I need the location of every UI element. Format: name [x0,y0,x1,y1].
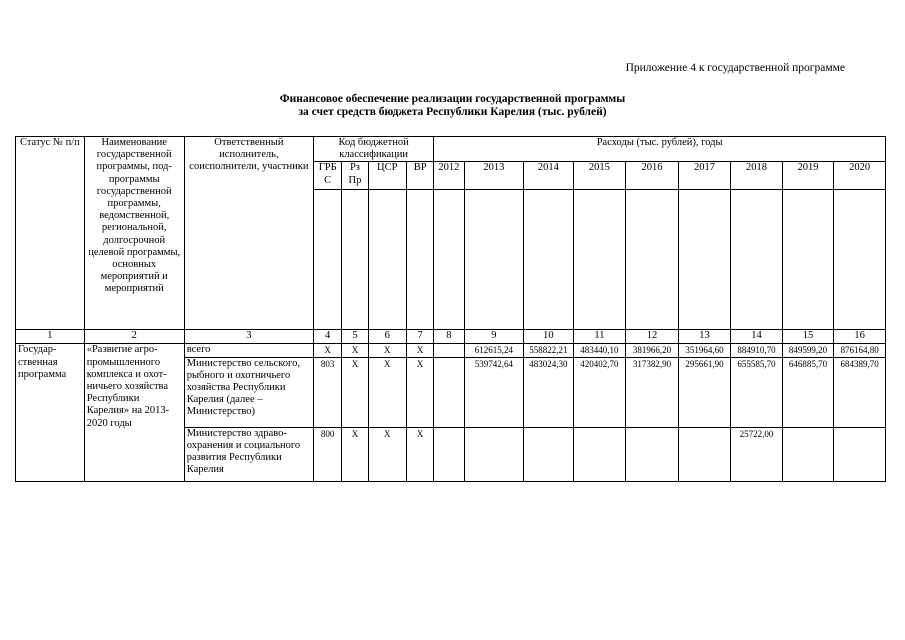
column-number: 9 [464,330,524,344]
column-number: 11 [573,330,626,344]
header-spacer [434,190,464,330]
csr-cell: X [368,427,406,481]
header-spacer [314,190,342,330]
csr-cell: X [368,357,406,427]
header-year: 2012 [434,162,464,190]
rzpr-cell: X [342,357,368,427]
vr-cell: X [406,344,433,357]
value-cell: 295661,90 [678,357,731,427]
title-line-1: Финансовое обеспечение реализации государственной программы [279,93,626,105]
grbs-cell: 803 [314,357,342,427]
header-spacer [678,190,731,330]
value-cell: 655585,70 [731,357,783,427]
header-name: Наименование государственной программы, под-программы государственной программы, ведомственной, региональной, долгосрочной целевой программы, основных мероприятий и мероприятий [84,137,184,330]
value-cell: 317382,90 [626,357,679,427]
column-number: 14 [731,330,783,344]
header-spacer [834,190,886,330]
header-spacer [464,190,524,330]
column-number: 8 [434,330,464,344]
value-cell: 876164,80 [834,344,886,357]
value-cell: 25722,00 [731,427,783,481]
column-number: 3 [184,330,313,344]
header-csr: ЦСР [368,162,406,190]
value-cell [464,427,524,481]
value-cell [434,427,464,481]
header-rzpr: Рз Пр [342,162,368,190]
header-spacer [368,190,406,330]
header-year: 2020 [834,162,886,190]
column-number: 10 [524,330,574,344]
value-cell [626,427,679,481]
column-number: 7 [406,330,433,344]
header-budget-code: Код бюджетной классификации [314,137,434,162]
value-cell: 420402,70 [573,357,626,427]
value-cell: 684389,70 [834,357,886,427]
executor-cell: всего [184,344,313,357]
value-cell: 612615,24 [464,344,524,357]
value-cell [782,427,834,481]
value-cell: 884910,70 [731,344,783,357]
header-year: 2017 [678,162,731,190]
header-expenses: Расходы (тыс. рублей), годы [434,137,886,162]
budget-table [15,136,886,482]
header-year: 2014 [524,162,574,190]
column-number: 13 [678,330,731,344]
value-cell: 849599,20 [782,344,834,357]
grbs-cell: 800 [314,427,342,481]
document-title [0,93,905,119]
column-number-row [16,330,886,344]
appendix-caption: Приложение 4 к государственной программе [625,62,845,74]
header-year: 2019 [782,162,834,190]
header-row-1 [16,137,886,162]
value-cell: 558822,21 [524,344,574,357]
column-number: 16 [834,330,886,344]
header-spacer [406,190,433,330]
table-row [16,344,886,357]
rzpr-cell: X [342,344,368,357]
header-vr: ВР [406,162,433,190]
value-cell [573,427,626,481]
vr-cell: X [406,357,433,427]
header-spacer [524,190,574,330]
rzpr-cell: X [342,427,368,481]
executor-cell: Министерство здраво-охранения и социального развития Республики Карелия [184,427,313,481]
column-number: 2 [84,330,184,344]
grbs-cell: X [314,344,342,357]
column-number: 1 [16,330,85,344]
value-cell [678,427,731,481]
header-spacer [626,190,679,330]
value-cell [434,344,464,357]
csr-cell: X [368,344,406,357]
header-status: Статус № п/п [16,137,85,330]
title-line-2: за счет средств бюджета Республики Карелия (тыс. рублей) [298,106,607,118]
executor-cell: Министерство сельского, рыбного и охотничьего хозяйства Республики Карелия (далее – Министерство) [184,357,313,427]
header-year: 2016 [626,162,679,190]
value-cell: 381966,20 [626,344,679,357]
value-cell: 539742,64 [464,357,524,427]
header-spacer [731,190,783,330]
value-cell [524,427,574,481]
program-name-cell: «Развитие агро-промышленного комплекса и охот-ничьего хозяйства Республики Карелия» на 2013-2020 годы [84,344,184,481]
value-cell [434,357,464,427]
vr-cell: X [406,427,433,481]
column-number: 5 [342,330,368,344]
header-spacer [782,190,834,330]
header-spacer [573,190,626,330]
header-year: 2018 [731,162,783,190]
column-number: 6 [368,330,406,344]
header-executor: Ответственный исполнитель, соисполнители, участники [184,137,313,330]
header-year: 2013 [464,162,524,190]
column-number: 15 [782,330,834,344]
value-cell: 351964,60 [678,344,731,357]
status-cell: Государ-ственная программа [16,344,85,481]
value-cell [834,427,886,481]
header-grbs: ГРБ С [314,162,342,190]
column-number: 12 [626,330,679,344]
header-spacer [342,190,368,330]
value-cell: 483024,30 [524,357,574,427]
value-cell: 646885,70 [782,357,834,427]
column-number: 4 [314,330,342,344]
header-year: 2015 [573,162,626,190]
value-cell: 483440,10 [573,344,626,357]
